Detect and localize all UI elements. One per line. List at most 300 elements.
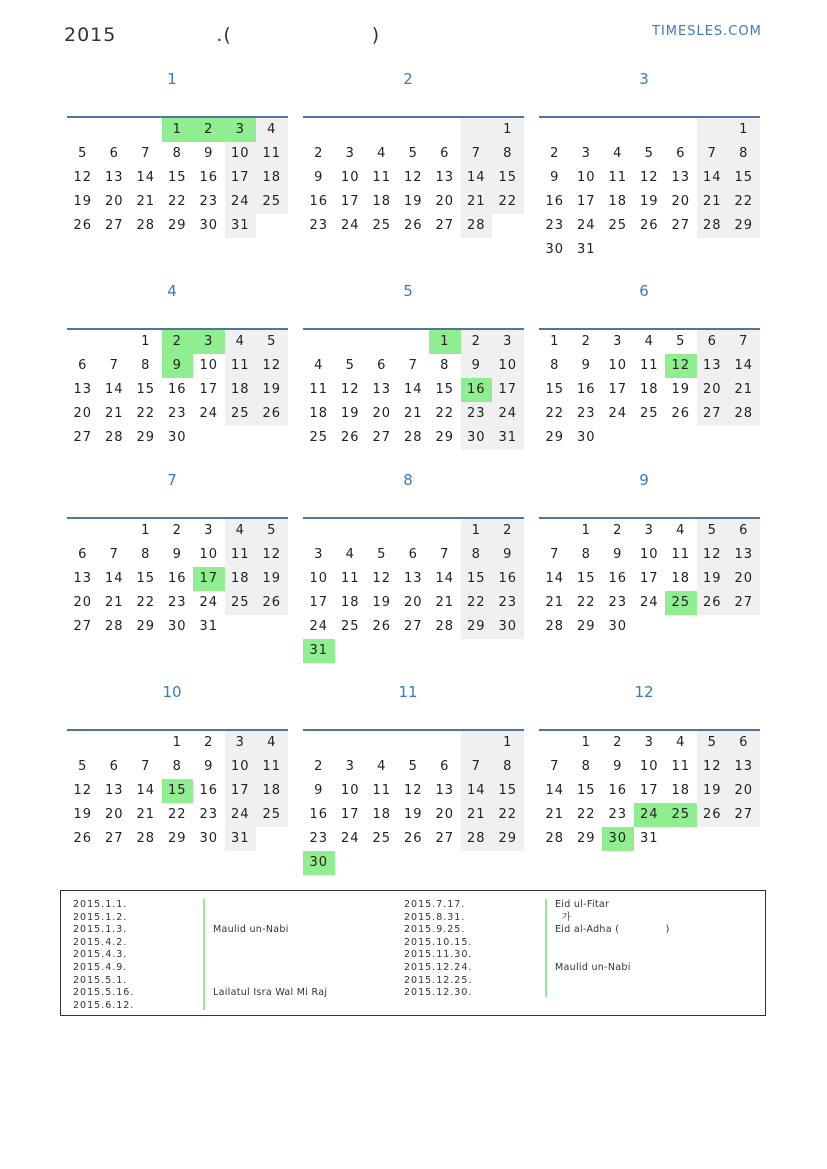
holiday-date: 2015.12.24. bbox=[404, 961, 473, 973]
day-cell: 4 bbox=[256, 731, 288, 755]
day-cell: 7 bbox=[141, 146, 151, 161]
day-cell: 16 bbox=[199, 170, 219, 185]
day-cell: 14 bbox=[104, 382, 124, 397]
day-cell: 3 bbox=[581, 146, 591, 161]
empty-cell bbox=[67, 519, 99, 543]
day-cell: 11 bbox=[225, 354, 257, 378]
month-title: 5 bbox=[403, 282, 413, 300]
day-cell: 29 bbox=[576, 831, 596, 846]
holiday-day-cell: 24 bbox=[634, 803, 666, 827]
week-row bbox=[539, 615, 760, 639]
empty-cell bbox=[665, 118, 697, 142]
day-cell: 27 bbox=[403, 619, 423, 634]
empty-cell bbox=[461, 851, 493, 875]
day-cell: 9 bbox=[581, 358, 591, 373]
holiday-date: 2015.7.17. bbox=[404, 899, 466, 910]
week-row bbox=[67, 615, 288, 639]
day-cell: 4 bbox=[613, 146, 623, 161]
day-cell: 8 bbox=[141, 547, 151, 562]
day-cell: 20 bbox=[73, 406, 93, 421]
day-cell: 21 bbox=[136, 194, 156, 209]
holiday-dates-right bbox=[404, 899, 472, 1000]
empty-cell bbox=[193, 426, 225, 450]
day-cell: 21 bbox=[461, 190, 493, 214]
empty-cell bbox=[634, 426, 666, 450]
day-cell: 15 bbox=[136, 382, 156, 397]
day-cell: 6 bbox=[109, 146, 119, 161]
day-cell: 8 bbox=[440, 358, 450, 373]
day-cell: 12 bbox=[639, 170, 659, 185]
day-cell: 2 bbox=[461, 330, 493, 354]
holiday-date: 2015.10.15. bbox=[404, 936, 473, 948]
day-cell: 14 bbox=[136, 170, 156, 185]
empty-cell bbox=[728, 827, 760, 851]
day-cell: 21 bbox=[545, 807, 565, 822]
day-cell: 2 bbox=[550, 146, 560, 161]
day-cell: 18 bbox=[340, 595, 360, 610]
day-cell: 3 bbox=[613, 334, 623, 349]
week-row bbox=[539, 803, 760, 827]
week-row bbox=[67, 755, 288, 779]
week-row bbox=[539, 519, 760, 543]
day-cell: 11 bbox=[256, 142, 288, 166]
empty-cell bbox=[335, 639, 367, 663]
day-cell: 4 bbox=[225, 519, 257, 543]
day-cell: 29 bbox=[461, 615, 493, 639]
day-cell: 19 bbox=[697, 567, 729, 591]
day-cell: 5 bbox=[697, 731, 729, 755]
holiday-day-cell: 30 bbox=[602, 827, 634, 851]
empty-cell bbox=[366, 330, 398, 354]
day-cell: 10 bbox=[309, 571, 329, 586]
day-cell: 13 bbox=[435, 170, 455, 185]
day-cell: 14 bbox=[545, 783, 565, 798]
day-cell: 8 bbox=[550, 358, 560, 373]
day-cell: 6 bbox=[78, 547, 88, 562]
day-cell: 22 bbox=[492, 190, 524, 214]
holiday-date: 2015.1.3. bbox=[73, 924, 128, 936]
day-cell: 13 bbox=[73, 382, 93, 397]
day-cell: 1 bbox=[172, 735, 182, 750]
empty-cell bbox=[366, 731, 398, 755]
day-cell: 18 bbox=[256, 166, 288, 190]
week-row bbox=[539, 591, 760, 615]
day-cell: 28 bbox=[435, 619, 455, 634]
holiday-name: Maulid un-Nabi bbox=[213, 924, 289, 936]
day-cell: 21 bbox=[136, 807, 156, 822]
day-cell: 27 bbox=[435, 218, 455, 233]
day-cell: 27 bbox=[728, 803, 760, 827]
day-cell: 18 bbox=[309, 406, 329, 421]
day-cell: 30 bbox=[545, 242, 565, 257]
day-cell: 15 bbox=[576, 783, 596, 798]
holiday-day-cell: 9 bbox=[162, 354, 194, 378]
day-cell: 15 bbox=[492, 166, 524, 190]
day-cell: 26 bbox=[372, 619, 392, 634]
day-cell: 24 bbox=[340, 831, 360, 846]
day-cell: 23 bbox=[309, 218, 329, 233]
day-cell: 14 bbox=[728, 354, 760, 378]
holiday-name bbox=[206, 912, 327, 925]
day-cell: 11 bbox=[372, 170, 392, 185]
day-cell: 14 bbox=[545, 571, 565, 586]
day-cell: 12 bbox=[73, 783, 93, 798]
empty-cell bbox=[398, 731, 430, 755]
holiday-date: 2015.9.25. bbox=[404, 924, 466, 936]
month-title: 7 bbox=[167, 471, 177, 489]
day-cell: 8 bbox=[492, 142, 524, 166]
empty-cell bbox=[461, 639, 493, 663]
empty-cell bbox=[303, 118, 335, 142]
holiday-day-cell: 1 bbox=[429, 330, 461, 354]
day-cell: 22 bbox=[461, 591, 493, 615]
day-cell: 13 bbox=[104, 170, 124, 185]
holiday-name bbox=[206, 899, 327, 912]
day-cell: 15 bbox=[167, 170, 187, 185]
week-row bbox=[303, 378, 524, 402]
empty-cell bbox=[665, 426, 697, 450]
day-cell: 5 bbox=[408, 146, 418, 161]
month-day-grid bbox=[303, 328, 524, 450]
day-cell: 1 bbox=[141, 334, 151, 349]
day-cell: 30 bbox=[167, 619, 187, 634]
week-row bbox=[539, 378, 760, 402]
day-cell: 29 bbox=[576, 619, 596, 634]
empty-cell bbox=[697, 118, 729, 142]
month-title: 8 bbox=[403, 471, 413, 489]
day-cell: 25 bbox=[256, 190, 288, 214]
day-cell: 12 bbox=[340, 382, 360, 397]
day-cell: 16 bbox=[167, 571, 187, 586]
day-cell: 12 bbox=[403, 170, 423, 185]
day-cell: 12 bbox=[256, 354, 288, 378]
day-cell: 5 bbox=[256, 330, 288, 354]
day-cell: 29 bbox=[136, 430, 156, 445]
day-cell: 23 bbox=[545, 218, 565, 233]
week-row bbox=[67, 118, 288, 142]
empty-cell bbox=[398, 851, 430, 875]
day-cell: 12 bbox=[697, 543, 729, 567]
day-cell: 22 bbox=[728, 190, 760, 214]
day-cell: 21 bbox=[104, 595, 124, 610]
holiday-names-left bbox=[206, 899, 327, 1012]
day-cell: 9 bbox=[492, 543, 524, 567]
day-cell: 21 bbox=[104, 406, 124, 421]
month-title: 11 bbox=[398, 683, 418, 701]
empty-cell bbox=[256, 615, 288, 639]
holiday-date: 2015.5.16. bbox=[73, 987, 135, 999]
day-cell: 6 bbox=[109, 759, 119, 774]
empty-cell bbox=[130, 731, 162, 755]
day-cell: 1 bbox=[550, 334, 560, 349]
day-cell: 14 bbox=[403, 382, 423, 397]
day-cell: 20 bbox=[104, 194, 124, 209]
day-cell: 17 bbox=[309, 595, 329, 610]
brand-link[interactable]: TIMESLES.COM bbox=[652, 24, 762, 39]
day-cell: 4 bbox=[644, 334, 654, 349]
day-cell: 18 bbox=[671, 571, 691, 586]
empty-cell bbox=[602, 426, 634, 450]
day-cell: 29 bbox=[728, 214, 760, 238]
day-cell: 20 bbox=[697, 378, 729, 402]
day-cell: 10 bbox=[340, 170, 360, 185]
day-cell: 14 bbox=[461, 779, 493, 803]
holiday-date: 2015.12.25. bbox=[404, 974, 473, 986]
month-title: 1 bbox=[167, 70, 177, 88]
month-day-grid bbox=[67, 116, 288, 238]
empty-cell bbox=[335, 118, 367, 142]
day-cell: 22 bbox=[576, 595, 596, 610]
week-row bbox=[303, 567, 524, 591]
day-cell: 4 bbox=[377, 146, 387, 161]
day-cell: 28 bbox=[545, 831, 565, 846]
month-day-grid bbox=[67, 328, 288, 450]
day-cell: 20 bbox=[435, 194, 455, 209]
holiday-bar-left bbox=[203, 899, 205, 1010]
day-cell: 3 bbox=[345, 759, 355, 774]
empty-cell bbox=[728, 615, 760, 639]
holiday-day-cell: 2 bbox=[162, 330, 194, 354]
day-cell: 28 bbox=[461, 827, 493, 851]
day-cell: 3 bbox=[644, 523, 654, 538]
day-cell: 27 bbox=[73, 430, 93, 445]
day-cell: 19 bbox=[697, 779, 729, 803]
empty-cell bbox=[398, 519, 430, 543]
day-cell: 1 bbox=[141, 523, 151, 538]
day-cell: 8 bbox=[172, 146, 182, 161]
empty-cell bbox=[461, 118, 493, 142]
day-cell: 19 bbox=[671, 382, 691, 397]
day-cell: 16 bbox=[545, 194, 565, 209]
day-cell: 6 bbox=[78, 358, 88, 373]
day-cell: 7 bbox=[461, 142, 493, 166]
day-cell: 17 bbox=[340, 194, 360, 209]
day-cell: 16 bbox=[199, 783, 219, 798]
day-cell: 9 bbox=[613, 759, 623, 774]
day-cell: 10 bbox=[225, 142, 257, 166]
week-row bbox=[67, 142, 288, 166]
empty-cell bbox=[665, 238, 697, 262]
day-cell: 17 bbox=[225, 779, 257, 803]
day-cell: 23 bbox=[199, 807, 219, 822]
day-cell: 5 bbox=[676, 334, 686, 349]
day-cell: 28 bbox=[136, 218, 156, 233]
holiday-name bbox=[548, 975, 670, 988]
week-row bbox=[303, 142, 524, 166]
month-day-grid bbox=[303, 729, 524, 875]
day-cell: 21 bbox=[435, 595, 455, 610]
day-cell: 9 bbox=[314, 783, 324, 798]
day-cell: 11 bbox=[225, 543, 257, 567]
day-cell: 14 bbox=[461, 166, 493, 190]
day-cell: 18 bbox=[256, 779, 288, 803]
day-cell: 3 bbox=[204, 523, 214, 538]
day-cell: 25 bbox=[639, 406, 659, 421]
empty-cell bbox=[634, 615, 666, 639]
day-cell: 3 bbox=[345, 146, 355, 161]
week-row bbox=[67, 330, 288, 354]
day-cell: 24 bbox=[225, 803, 257, 827]
day-cell: 26 bbox=[671, 406, 691, 421]
day-cell: 24 bbox=[309, 619, 329, 634]
day-cell: 8 bbox=[581, 759, 591, 774]
day-cell: 15 bbox=[136, 571, 156, 586]
day-cell: 30 bbox=[608, 619, 628, 634]
empty-cell bbox=[429, 519, 461, 543]
day-cell: 7 bbox=[408, 358, 418, 373]
week-row bbox=[67, 591, 288, 615]
empty-cell bbox=[366, 519, 398, 543]
day-cell: 28 bbox=[403, 430, 423, 445]
day-cell: 10 bbox=[608, 358, 628, 373]
holiday-day-cell: 1 bbox=[162, 118, 194, 142]
holiday-day-cell: 3 bbox=[193, 330, 225, 354]
month-day-grid bbox=[303, 116, 524, 238]
day-cell: 16 bbox=[492, 567, 524, 591]
day-cell: 13 bbox=[403, 571, 423, 586]
holiday-name: Lailatul Isra Wal Mi Raj bbox=[213, 987, 328, 999]
day-cell: 6 bbox=[728, 519, 760, 543]
week-row bbox=[303, 731, 524, 755]
day-cell: 28 bbox=[104, 430, 124, 445]
day-cell: 29 bbox=[167, 218, 187, 233]
week-row bbox=[303, 190, 524, 214]
day-cell: 27 bbox=[104, 218, 124, 233]
month-day-grid bbox=[303, 517, 524, 663]
empty-cell bbox=[665, 615, 697, 639]
week-row bbox=[539, 190, 760, 214]
day-cell: 7 bbox=[728, 330, 760, 354]
day-cell: 18 bbox=[639, 382, 659, 397]
day-cell: 18 bbox=[671, 783, 691, 798]
day-cell: 17 bbox=[576, 194, 596, 209]
holiday-name bbox=[206, 1000, 327, 1013]
day-cell: 24 bbox=[639, 595, 659, 610]
day-cell: 31 bbox=[492, 426, 524, 450]
day-cell: 11 bbox=[372, 783, 392, 798]
day-cell: 27 bbox=[728, 591, 760, 615]
day-cell: 17 bbox=[199, 382, 219, 397]
week-row bbox=[303, 779, 524, 803]
day-cell: 29 bbox=[435, 430, 455, 445]
day-cell: 25 bbox=[309, 430, 329, 445]
empty-cell bbox=[335, 851, 367, 875]
day-cell: 1 bbox=[581, 735, 591, 750]
holiday-name: 가 bbox=[555, 911, 572, 923]
day-cell: 26 bbox=[697, 803, 729, 827]
empty-cell bbox=[602, 118, 634, 142]
day-cell: 3 bbox=[225, 731, 257, 755]
empty-cell bbox=[398, 639, 430, 663]
holiday-names-right bbox=[548, 899, 670, 1000]
day-cell: 25 bbox=[372, 831, 392, 846]
week-row bbox=[303, 803, 524, 827]
empty-cell bbox=[697, 238, 729, 262]
day-cell: 14 bbox=[136, 783, 156, 798]
day-cell: 7 bbox=[440, 547, 450, 562]
day-cell: 6 bbox=[440, 759, 450, 774]
empty-cell bbox=[256, 214, 288, 238]
day-cell: 23 bbox=[492, 591, 524, 615]
empty-cell bbox=[461, 731, 493, 755]
day-cell: 2 bbox=[581, 334, 591, 349]
day-cell: 23 bbox=[461, 402, 493, 426]
day-cell: 18 bbox=[372, 807, 392, 822]
day-cell: 30 bbox=[199, 218, 219, 233]
empty-cell bbox=[303, 330, 335, 354]
day-cell: 22 bbox=[492, 803, 524, 827]
day-cell: 12 bbox=[372, 571, 392, 586]
day-cell: 2 bbox=[204, 735, 214, 750]
day-cell: 9 bbox=[550, 170, 560, 185]
week-row bbox=[67, 519, 288, 543]
week-row bbox=[539, 166, 760, 190]
day-cell: 23 bbox=[608, 807, 628, 822]
empty-cell bbox=[492, 639, 524, 663]
day-cell: 4 bbox=[676, 735, 686, 750]
day-cell: 10 bbox=[340, 783, 360, 798]
day-cell: 1 bbox=[461, 519, 493, 543]
holiday-list bbox=[60, 890, 766, 1016]
day-cell: 22 bbox=[576, 807, 596, 822]
day-cell: 6 bbox=[728, 731, 760, 755]
day-cell: 8 bbox=[172, 759, 182, 774]
day-cell: 29 bbox=[167, 831, 187, 846]
holiday-name bbox=[548, 987, 670, 1000]
week-row bbox=[539, 214, 760, 238]
day-cell: 31 bbox=[576, 242, 596, 257]
holiday-date: 2015.11.30. bbox=[404, 949, 473, 961]
day-cell: 16 bbox=[167, 382, 187, 397]
day-cell: 2 bbox=[314, 759, 324, 774]
day-cell: 25 bbox=[608, 218, 628, 233]
page-title: 2015 .( ) bbox=[64, 24, 381, 46]
day-cell: 16 bbox=[309, 194, 329, 209]
day-cell: 10 bbox=[199, 547, 219, 562]
day-cell: 11 bbox=[671, 759, 691, 774]
holiday-name: Maulid un-Nabi bbox=[555, 961, 631, 973]
day-cell: 11 bbox=[671, 547, 691, 562]
day-cell: 23 bbox=[167, 595, 187, 610]
day-cell: 22 bbox=[167, 807, 187, 822]
day-cell: 10 bbox=[199, 358, 219, 373]
empty-cell bbox=[429, 731, 461, 755]
empty-cell bbox=[602, 238, 634, 262]
holiday-day-cell: 2 bbox=[193, 118, 225, 142]
day-cell: 11 bbox=[256, 755, 288, 779]
day-cell: 4 bbox=[345, 547, 355, 562]
day-cell: 26 bbox=[403, 218, 423, 233]
day-cell: 19 bbox=[256, 378, 288, 402]
empty-cell bbox=[571, 118, 603, 142]
day-cell: 28 bbox=[104, 619, 124, 634]
day-cell: 22 bbox=[545, 406, 565, 421]
day-cell: 9 bbox=[314, 170, 324, 185]
empty-cell bbox=[256, 426, 288, 450]
day-cell: 17 bbox=[340, 807, 360, 822]
day-cell: 13 bbox=[697, 354, 729, 378]
week-row bbox=[303, 519, 524, 543]
day-cell: 13 bbox=[728, 755, 760, 779]
day-cell: 19 bbox=[372, 595, 392, 610]
week-row bbox=[67, 543, 288, 567]
week-row bbox=[539, 543, 760, 567]
holiday-name bbox=[206, 949, 327, 962]
empty-cell bbox=[67, 330, 99, 354]
day-cell: 31 bbox=[639, 831, 659, 846]
day-cell: 19 bbox=[73, 807, 93, 822]
day-cell: 13 bbox=[728, 543, 760, 567]
